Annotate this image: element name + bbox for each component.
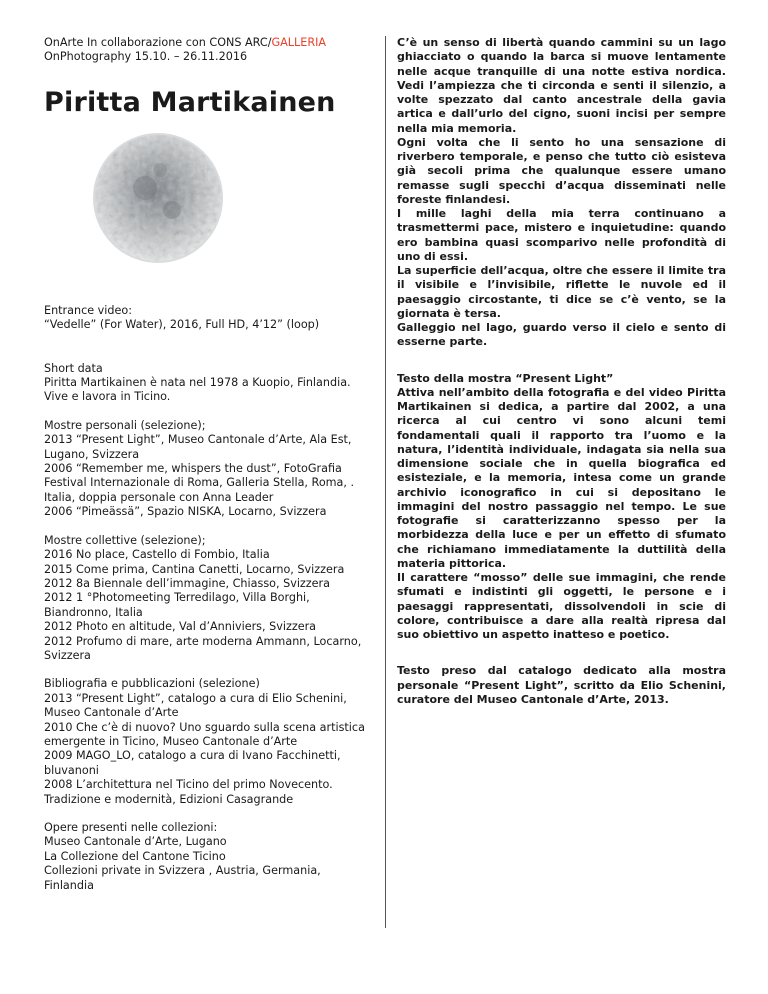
artist-name: Piritta Martikainen: [44, 86, 336, 118]
short-data: [44, 362, 369, 405]
header-line-2: OnPhotography 15.10. – 26.11.2016: [44, 50, 248, 64]
poem-line: La superficie dell’acqua, oltre che essere il limite tra il visibile e l’invisibile, riflette le nuvole ed il paesaggio circostante, ti dice se c’è vento, se la giornata è tersa.: [397, 264, 726, 320]
list-item: 2010 Che c’è di nuovo? Uno sguardo sulla scena artistica emergente in Ticino, Museo Cantonale d’Arte: [44, 720, 365, 748]
list-item: 2015 Come prima, Cantina Canetti, Locarno, Svizzera: [44, 562, 345, 576]
list-item: 2008 L’architettura nel Ticino del primo Novecento. Tradizione e modernità, Edizioni Casagrande: [44, 778, 333, 806]
entrance-video-text: “Vedelle” (For Water), 2016, Full HD, 4’12” (loop): [44, 318, 320, 332]
list-item: 2012 1 °Photomeeting Terredilago, Villa Borghi, Biandronno, Italia: [44, 591, 310, 619]
list-item: La Collezione del Cantone Ticino: [44, 849, 226, 863]
header-accent-galleria: GALLERIA: [271, 36, 327, 49]
list-item: Museo Cantonale d’Arte, Lugano: [44, 835, 227, 849]
exhibition-paragraph: Attiva nell’ambito della fotografia e del video Piritta Martikainen si dedica, a partire dal 2002, a una ricerca al cui centro vi sono alcuni temi fondamentali quali il rapporto tra l’uomo e la natura, l’identità individuale, indagata sia nella sua dimensione sociale che in quella biografica ed esisteziale, e la memoria, intesa come un grande archivio iconografico in cui si depositano le immagini del nostro passaggio nel tempo. Le sue fotografie si caratterizzanno spesso per la morbidezza della luce e per un effetto di sfumato che richiamano immediatamente la duttilità della materia pittorica.: [397, 385, 726, 570]
moon-sphere-photo: [90, 130, 226, 266]
moon-sphere-icon: [90, 130, 226, 266]
exhibition-text-block: [397, 372, 726, 643]
exhibition-title: Testo della mostra “Present Light”: [397, 371, 614, 385]
list-item: 2013 “Present Light”, catalogo a cura di Elio Schenini, Museo Cantonale d’Arte: [44, 691, 347, 720]
poem-line: I mille laghi della mia terra continuano a trasmettermi pace, mistero e inquietudine: quando ero bambina quasi scomparivo nelle profondità di uno di essi.: [397, 207, 726, 263]
group-heading: Mostre collettive (selezione);: [44, 533, 206, 547]
entrance-video-heading: Entrance video:: [44, 303, 133, 317]
source-note: Testo preso dal catalogo dedicato alla mostra personale “Present Light”, scritto da Elio Schenini, curatore del Museo Cantonale d’Arte, 2013.: [397, 664, 726, 706]
collections-heading: Opere presenti nelle collezioni:: [44, 821, 218, 834]
list-item: 2006 “Remember me, whispers the dust”, FotoGrafia Festival Internazionale di Roma, Galleria Stella, Roma, . Italia, doppia personale con Anna Leader: [44, 462, 355, 504]
list-item: 2016 No place, Castello di Fombio, Italia: [44, 548, 270, 562]
list-item: 2012 Profumo di mare, arte moderna Ammann, Locarno, Svizzera: [44, 634, 362, 662]
solo-exhibitions: [44, 419, 369, 520]
entrance-video: [44, 304, 369, 333]
list-item: Collezioni private in Svizzera , Austria, Germania, Finlandia: [44, 864, 321, 892]
biblio-heading: Bibliografia e pubblicazioni (selezione): [44, 677, 260, 691]
list-item: 2013 “Present Light”, Museo Cantonale d’Arte, Ala Est, Lugano, Svizzera: [44, 433, 352, 461]
column-divider: [385, 36, 386, 928]
short-data-text: Piritta Martikainen è nata nel 1978 a Kuopio, Finlandia. Vive e lavora in Ticino.: [44, 376, 351, 404]
poem-line: Ogni volta che li sento ho una sensazione di riverbero temporale, e penso che tutto ciò esisteva già secoli prima che qualunque essere umano remasse sugli specchi d’acqua disseminati nelle foreste finlandesi.: [397, 135, 726, 206]
poem-block: [397, 36, 726, 350]
right-column: [397, 36, 726, 707]
list-item: 2009 MAGO_LO, catalogo a cura di Ivano Facchinetti, bluvanoni: [44, 749, 341, 777]
collections: [44, 821, 369, 893]
bibliography: [44, 677, 369, 807]
list-item: 2006 “Pimeässä”, Spazio NISKA, Locarno, Svizzera: [44, 505, 327, 519]
poem-line: Galleggio nel lago, guardo verso il cielo e sento di esserne parte.: [397, 321, 726, 349]
poem-line: C’è un senso di libertà quando cammini su un lago ghiacciato o quando la barca si muove lentamente nelle acque tranquille di una notte estiva nordica. Vedi l’ampiezza che ti circonda e senti il silenzio, a volte spezzato dal canto ancestrale della gavia artica e dall’urlo del cigno, suoni incisi per sempre nella mia memoria.: [397, 36, 726, 135]
exhibition-paragraph: Il carattere “mosso” delle sue immagini, che rende sfumati e indistinti gli oggetti, le persone e i paesaggi rappresentati, dissolvendoli in scie di colore, contribuisce a dare alla realtà ripresa dal suo obiettivo un aspetto inatteso e poetico.: [397, 571, 726, 641]
list-item: 2012 8a Biennale dell’immagine, Chiasso, Svizzera: [44, 576, 331, 590]
group-exhibitions: [44, 534, 369, 664]
header-prefix: OnArte In collaborazione con CONS ARC/: [44, 36, 272, 49]
list-item: 2012 Photo en altitude, Val d’Anniviers, Svizzera: [44, 620, 317, 634]
solo-heading: Mostre personali (selezione);: [44, 418, 206, 432]
short-data-heading: Short data: [44, 361, 103, 375]
header-line-1: [44, 36, 369, 50]
